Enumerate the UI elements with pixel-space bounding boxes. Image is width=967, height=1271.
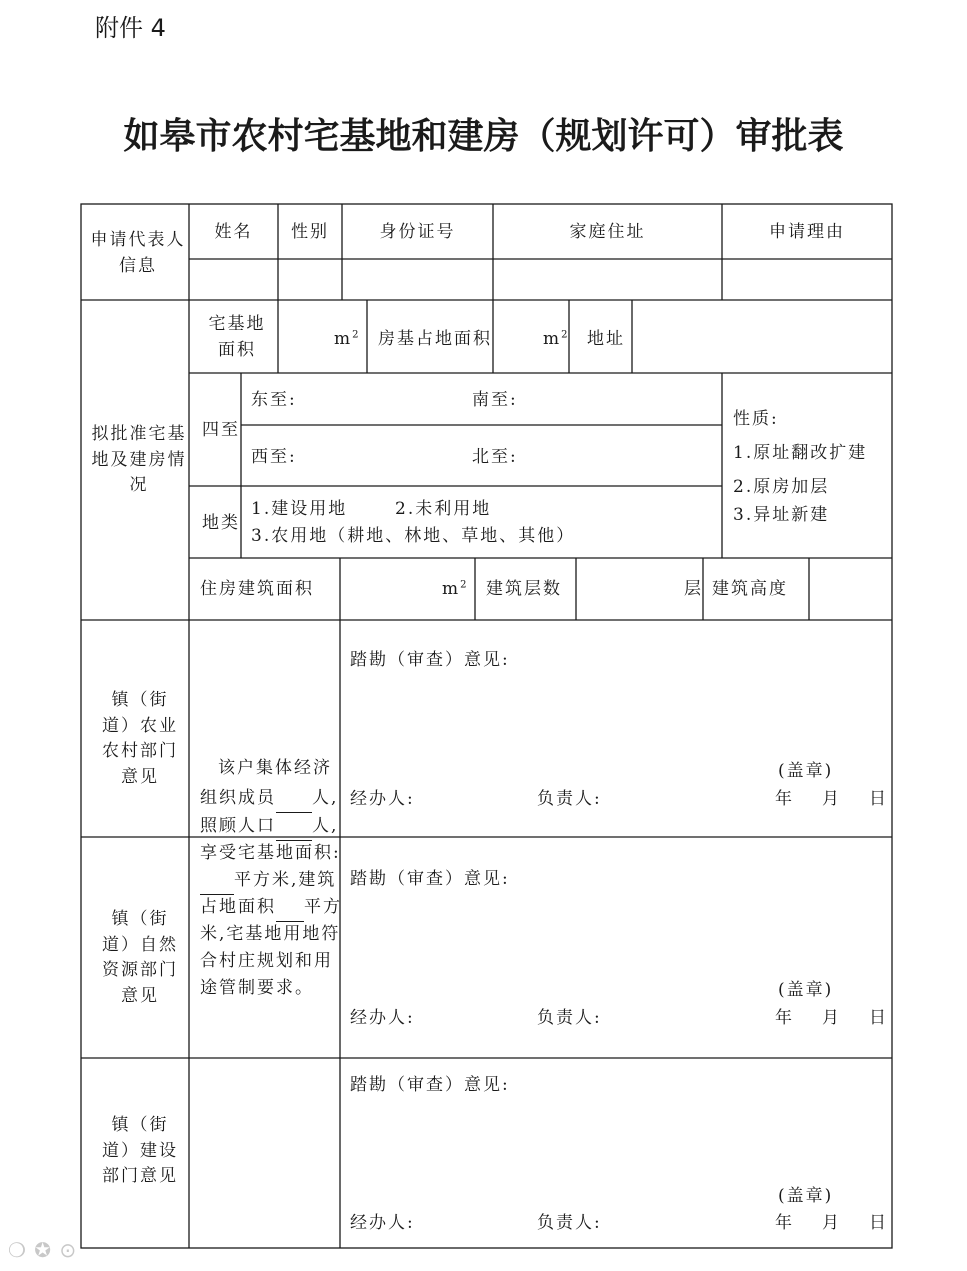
responsible-label: 负责人: [537, 1008, 602, 1028]
col-id-number: 身份证号 [379, 222, 456, 242]
building-area-unit: $m^2$ [442, 579, 469, 599]
address-label: 地址 [587, 329, 625, 349]
handler-label: 经办人: [350, 1213, 415, 1233]
seal-label: (盖章) [778, 1186, 834, 1206]
floors-unit: 层 [684, 579, 703, 599]
land-type-agricultural: 3.农用地（耕地、林地、草地、其他） [251, 526, 576, 546]
building-area-label: 住房建筑面积 [200, 579, 314, 599]
date-month: 月 [822, 1213, 841, 1233]
survey-opinion-label: 踏勘（审查）意见: [350, 650, 510, 670]
north-boundary-label: 北至: [472, 447, 518, 467]
nature-option-2: 2.原房加层 [733, 477, 830, 497]
collective-note-line-1: 该户集体经济 [218, 758, 332, 778]
date-month: 月 [822, 789, 841, 809]
col-name: 姓名 [214, 222, 253, 242]
form-title: 如皋市农村宅基地和建房（规划许可）审批表 [123, 115, 844, 157]
date-year: 年 [775, 1008, 794, 1028]
land-type-unused: 2.未利用地 [395, 499, 492, 519]
collective-note-line-4: 享受宅基地面积: [200, 843, 341, 863]
col-address: 家庭住址 [569, 222, 646, 242]
height-label: 建筑高度 [712, 579, 788, 599]
footprint-unit: $m^2$ [543, 329, 570, 349]
dept-natural-resources-label: 镇（街道）自然资源部门意见 [102, 909, 178, 1006]
collective-note-line-9: 途管制要求。 [200, 978, 314, 998]
approval-section-label: 拟批准宅基地及建房情况 [91, 424, 187, 495]
footprint-label: 房基占地面积 [378, 329, 492, 349]
date-year: 年 [775, 1213, 794, 1233]
homestead-area-label: 宅基地面积 [208, 314, 266, 360]
collective-note-line-2: 组织成员 人, [200, 786, 338, 813]
collective-note-line-8: 合村庄规划和用 [200, 951, 333, 971]
collective-note-line-6: 占地面积 平方 [200, 895, 342, 922]
west-boundary-label: 西至: [251, 447, 297, 467]
south-boundary-label: 南至: [472, 390, 518, 410]
land-type-construction: 1.建设用地 [251, 499, 348, 519]
date-year: 年 [775, 789, 794, 809]
land-type-label: 地类 [202, 513, 240, 533]
dept-construction-label: 镇（街道）建设部门意见 [102, 1115, 178, 1186]
survey-opinion-label: 踏勘（审查）意见: [350, 1075, 510, 1095]
nature-option-3: 3.异址新建 [733, 505, 830, 525]
collective-note-line-7: 米,宅基地用地符 [200, 924, 341, 944]
homestead-area-unit: $m^2$ [334, 329, 361, 349]
collective-note-line-3: 照顾人口 人, [200, 814, 338, 841]
seal-label: (盖章) [778, 761, 834, 781]
seal-label: (盖章) [778, 980, 834, 1000]
dept-agriculture-label: 镇（街道）农业农村部门意见 [102, 690, 178, 787]
col-reason: 申请理由 [769, 222, 845, 242]
responsible-label: 负责人: [537, 789, 602, 809]
nature-label: 性质: [733, 409, 779, 429]
handler-label: 经办人: [350, 1008, 415, 1028]
responsible-label: 负责人: [537, 1213, 602, 1233]
collective-note-line-5: 平方米,建筑 [200, 868, 336, 895]
date-day: 日 [869, 1213, 888, 1233]
date-day: 日 [869, 789, 888, 809]
handler-label: 经办人: [350, 789, 415, 809]
nature-option-1: 1.原址翻改扩建 [733, 443, 868, 463]
date-day: 日 [869, 1008, 888, 1028]
attachment-label: 附件 4 [95, 14, 166, 42]
east-boundary-label: 东至: [251, 390, 297, 410]
watermark-logo: ❍ ✪ ⊙ [8, 1238, 78, 1262]
floors-label: 建筑层数 [486, 579, 562, 599]
survey-opinion-label: 踏勘（审查）意见: [350, 869, 510, 889]
applicant-section-label: 申请代表人信息 [90, 230, 186, 276]
col-gender: 性别 [291, 222, 329, 242]
four-boundaries-label: 四至 [202, 420, 240, 440]
date-month: 月 [822, 1008, 841, 1028]
